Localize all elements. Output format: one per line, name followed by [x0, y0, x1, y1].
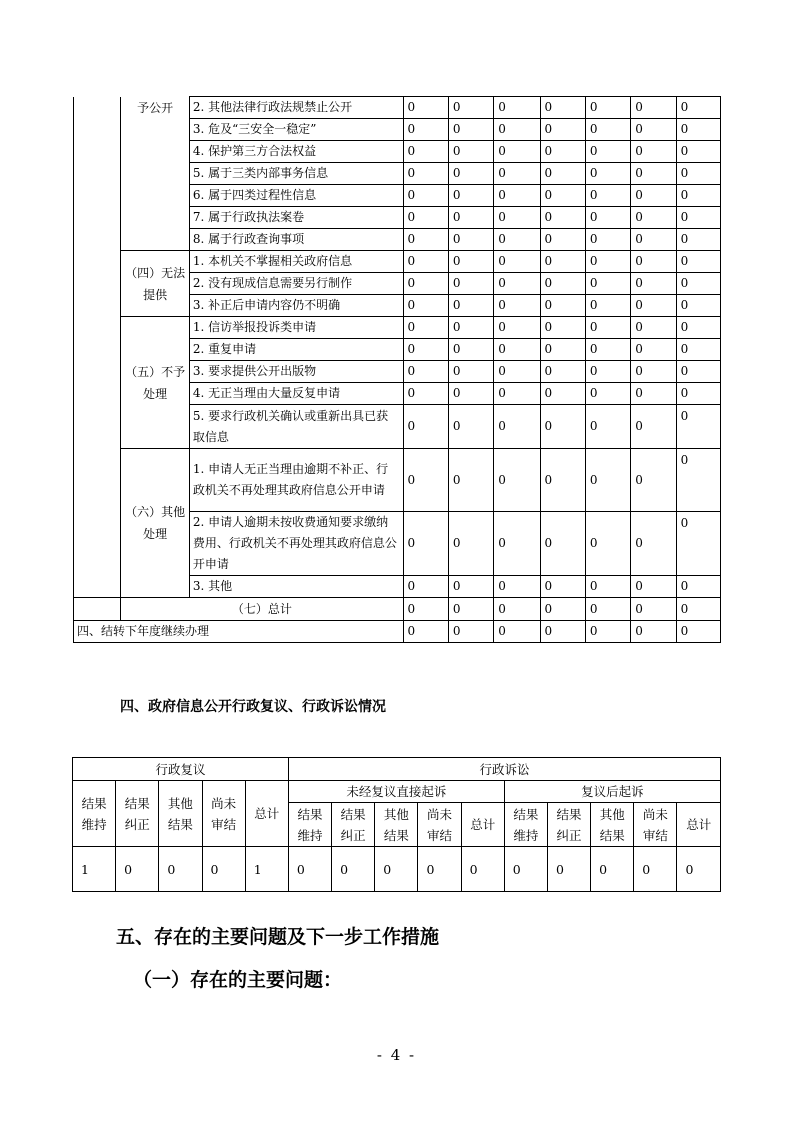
value-cell: 0: [448, 405, 493, 449]
value-cell: 0: [403, 273, 448, 295]
item-label: 5. 属于三类内部事务信息: [189, 163, 403, 185]
item-label: 6. 属于四类过程性信息: [189, 185, 403, 207]
value-cell: 0: [676, 405, 720, 449]
value-cell: 0: [631, 621, 676, 643]
value-cell: 0: [585, 251, 630, 273]
value-cell: 0: [631, 598, 676, 621]
value-cell: 0: [494, 185, 540, 207]
value-cell: 0: [631, 317, 676, 339]
value-cell: 0: [585, 449, 630, 512]
value-cell: 0: [676, 185, 720, 207]
value-cell: 0: [676, 383, 720, 405]
item-label: 5. 要求行政机关确认或重新出具已获取信息: [189, 405, 403, 449]
direct-col-label: 尚未审结: [418, 803, 461, 847]
after-value: 0: [591, 847, 634, 892]
direct-col-label: 其他结果: [375, 803, 418, 847]
value-cell: 0: [448, 361, 493, 383]
value-cell: 0: [540, 295, 585, 317]
value-cell: 0: [448, 185, 493, 207]
after-review-suit-header: 复议后起诉: [504, 781, 720, 803]
item-label: 8. 属于行政查询事项: [189, 229, 403, 251]
after-col-label: 尚未审结: [634, 803, 677, 847]
value-cell: 0: [540, 449, 585, 512]
value-cell: 0: [494, 229, 540, 251]
value-cell: 0: [448, 295, 493, 317]
value-cell: 0: [676, 295, 720, 317]
value-cell: 0: [403, 512, 448, 576]
value-cell: 0: [403, 598, 448, 621]
value-cell: 0: [540, 317, 585, 339]
value-cell: 0: [494, 339, 540, 361]
value-cell: 0: [631, 273, 676, 295]
value-cell: 0: [494, 405, 540, 449]
value-cell: 0: [540, 119, 585, 141]
value-cell: 0: [540, 512, 585, 576]
value-cell: 0: [585, 163, 630, 185]
value-cell: 0: [494, 576, 540, 598]
value-cell: 0: [585, 576, 630, 598]
value-cell: 0: [494, 273, 540, 295]
direct-col-label: 总计: [461, 803, 504, 847]
value-cell: 0: [448, 141, 493, 163]
value-cell: 0: [631, 141, 676, 163]
value-cell: 0: [676, 449, 720, 512]
value-cell: 0: [494, 295, 540, 317]
value-cell: 0: [676, 576, 720, 598]
item-label: 2. 重复申请: [189, 339, 403, 361]
review-value: 0: [116, 847, 159, 892]
direct-value: 0: [461, 847, 504, 892]
value-cell: 0: [585, 512, 630, 576]
after-value: 0: [634, 847, 677, 892]
value-cell: 0: [631, 251, 676, 273]
value-cell: 0: [448, 339, 493, 361]
value-cell: 0: [448, 163, 493, 185]
value-cell: 0: [494, 449, 540, 512]
value-cell: 0: [585, 97, 630, 119]
value-cell: 0: [494, 97, 540, 119]
value-cell: 0: [448, 119, 493, 141]
value-cell: 0: [631, 405, 676, 449]
value-cell: 0: [448, 576, 493, 598]
value-cell: 0: [585, 405, 630, 449]
carry-over-label: 四、结转下年度继续办理: [74, 621, 404, 643]
value-cell: 0: [540, 185, 585, 207]
after-value: 0: [677, 847, 721, 892]
value-cell: 0: [676, 273, 720, 295]
review-header: 行政复议: [73, 758, 289, 781]
value-cell: 0: [585, 141, 630, 163]
value-cell: 0: [585, 598, 630, 621]
review-col-label: 总计: [245, 781, 288, 847]
value-cell: 0: [585, 317, 630, 339]
value-cell: 0: [540, 163, 585, 185]
value-cell: 0: [585, 207, 630, 229]
value-cell: 0: [448, 383, 493, 405]
table-row: [74, 449, 721, 512]
direct-col-label: 结果维持: [288, 803, 331, 847]
item-label: 1. 本机关不掌握相关政府信息: [189, 251, 403, 273]
value-cell: 0: [676, 339, 720, 361]
value-cell: 0: [403, 576, 448, 598]
value-cell: 0: [676, 141, 720, 163]
value-cell: 0: [631, 207, 676, 229]
value-cell: 0: [631, 119, 676, 141]
value-cell: 0: [585, 383, 630, 405]
value-cell: 0: [676, 361, 720, 383]
value-cell: 0: [540, 383, 585, 405]
value-cell: 0: [676, 251, 720, 273]
value-cell: 0: [585, 339, 630, 361]
item-label: 1. 信访举报投诉类申请: [189, 317, 403, 339]
after-col-label: 总计: [677, 803, 721, 847]
value-cell: 0: [403, 97, 448, 119]
direct-value: 0: [332, 847, 375, 892]
value-cell: 0: [540, 621, 585, 643]
value-cell: 0: [676, 163, 720, 185]
value-cell: 0: [585, 185, 630, 207]
blank-cell: [74, 97, 121, 598]
direct-col-label: 结果纠正: [332, 803, 375, 847]
direct-suit-header: 未经复议直接起诉: [288, 781, 504, 803]
value-cell: 0: [448, 317, 493, 339]
review-litigation-table: [72, 757, 721, 892]
litigation-header: 行政诉讼: [288, 758, 720, 781]
disposition-table: [73, 96, 721, 643]
value-cell: 0: [403, 361, 448, 383]
value-cell: 0: [494, 383, 540, 405]
value-cell: 0: [676, 119, 720, 141]
value-cell: 0: [448, 512, 493, 576]
item-label: 2. 申请人逾期未按收费通知要求缴纳费用、行政机关不再处理其政府信息公开申请: [189, 512, 403, 576]
blank-cell: [74, 598, 121, 621]
review-value: 0: [159, 847, 202, 892]
review-col-label: 其他结果: [159, 781, 202, 847]
value-cell: 0: [585, 229, 630, 251]
value-cell: 0: [494, 317, 540, 339]
table-row: [74, 317, 721, 339]
review-col-label: 结果维持: [73, 781, 116, 847]
value-cell: 0: [403, 317, 448, 339]
item-label: 1. 申请人无正当理由逾期不补正、行政机关不再处理其政府信息公开申请: [189, 449, 403, 512]
value-cell: 0: [585, 361, 630, 383]
item-label: 7. 属于行政执法案卷: [189, 207, 403, 229]
total-label: （七）总计: [121, 598, 403, 621]
review-col-label: 尚未审结: [202, 781, 245, 847]
value-cell: 0: [631, 449, 676, 512]
value-cell: 0: [676, 97, 720, 119]
total-row: [74, 598, 721, 621]
value-cell: 0: [540, 251, 585, 273]
after-col-label: 结果纠正: [547, 803, 590, 847]
value-cell: 0: [585, 621, 630, 643]
section-5-title: 五、存在的主要问题及下一步工作措施: [116, 926, 440, 948]
value-cell: 0: [631, 383, 676, 405]
value-cell: 0: [631, 512, 676, 576]
review-value: 0: [202, 847, 245, 892]
value-cell: 0: [494, 141, 540, 163]
item-label: 3. 要求提供公开出版物: [189, 361, 403, 383]
value-cell: 0: [631, 229, 676, 251]
item-label: 3. 补正后申请内容仍不明确: [189, 295, 403, 317]
value-cell: 0: [448, 449, 493, 512]
value-cell: 0: [540, 207, 585, 229]
section-5-subtitle: （一）存在的主要问题：: [133, 969, 343, 991]
value-cell: 0: [448, 621, 493, 643]
direct-value: 0: [418, 847, 461, 892]
table-row: [74, 97, 721, 119]
item-label: 4. 无正当理由大量反复申请: [189, 383, 403, 405]
category-label: （六）其他处理: [121, 449, 190, 598]
value-cell: 0: [585, 273, 630, 295]
value-cell: 0: [448, 207, 493, 229]
value-cell: 0: [403, 185, 448, 207]
direct-value: 0: [288, 847, 331, 892]
value-cell: 0: [448, 598, 493, 621]
value-cell: 0: [631, 185, 676, 207]
after-col-label: 结果维持: [504, 803, 547, 847]
value-cell: 0: [403, 141, 448, 163]
value-cell: 0: [403, 405, 448, 449]
value-cell: 0: [540, 273, 585, 295]
value-cell: 0: [448, 229, 493, 251]
value-cell: 0: [631, 295, 676, 317]
value-cell: 0: [676, 207, 720, 229]
category-label: 予公开: [121, 97, 190, 251]
value-cell: 0: [494, 512, 540, 576]
value-cell: 0: [585, 295, 630, 317]
value-cell: 0: [631, 339, 676, 361]
item-label: 4. 保护第三方合法权益: [189, 141, 403, 163]
value-cell: 0: [540, 405, 585, 449]
value-cell: 0: [448, 251, 493, 273]
value-cell: 0: [494, 207, 540, 229]
category-label: （五）不予处理: [121, 317, 190, 449]
value-cell: 0: [631, 97, 676, 119]
value-cell: 0: [540, 361, 585, 383]
value-cell: 0: [494, 163, 540, 185]
page-number: - 4 -: [376, 1046, 417, 1064]
value-cell: 0: [676, 229, 720, 251]
section-4-title: 四、政府信息公开行政复议、行政诉讼情况: [120, 699, 386, 715]
value-cell: 0: [448, 97, 493, 119]
value-cell: 0: [585, 119, 630, 141]
item-label: 3. 其他: [189, 576, 403, 598]
value-cell: 0: [631, 163, 676, 185]
value-cell: 0: [403, 295, 448, 317]
value-cell: 0: [631, 361, 676, 383]
value-cell: 0: [494, 361, 540, 383]
after-value: 0: [547, 847, 590, 892]
item-label: 2. 没有现成信息需要另行制作: [189, 273, 403, 295]
value-cell: 0: [403, 621, 448, 643]
value-cell: 0: [403, 383, 448, 405]
value-cell: 0: [676, 598, 720, 621]
value-cell: 0: [403, 119, 448, 141]
value-cell: 0: [403, 339, 448, 361]
value-cell: 0: [540, 339, 585, 361]
direct-value: 0: [375, 847, 418, 892]
value-cell: 0: [494, 251, 540, 273]
value-cell: 0: [494, 621, 540, 643]
value-cell: 0: [631, 576, 676, 598]
after-col-label: 其他结果: [591, 803, 634, 847]
table-row: [74, 251, 721, 273]
review-value: 1: [73, 847, 116, 892]
value-cell: 0: [676, 621, 720, 643]
value-cell: 0: [494, 119, 540, 141]
value-cell: 0: [403, 207, 448, 229]
value-cell: 0: [448, 273, 493, 295]
category-label: （四）无法提供: [121, 251, 190, 317]
value-cell: 0: [676, 512, 720, 576]
value-cell: 0: [494, 598, 540, 621]
value-cell: 0: [676, 317, 720, 339]
after-value: 0: [504, 847, 547, 892]
value-cell: 0: [540, 97, 585, 119]
item-label: 2. 其他法律行政法规禁止公开: [189, 97, 403, 119]
review-value: 1: [245, 847, 288, 892]
value-cell: 0: [403, 229, 448, 251]
review-col-label: 结果纠正: [116, 781, 159, 847]
value-cell: 0: [403, 449, 448, 512]
value-cell: 0: [540, 598, 585, 621]
item-label: 3. 危及“三安全一稳定”: [189, 119, 403, 141]
value-cell: 0: [540, 141, 585, 163]
value-cell: 0: [403, 251, 448, 273]
value-cell: 0: [403, 163, 448, 185]
value-cell: 0: [540, 229, 585, 251]
carry-over-row: [74, 621, 721, 643]
value-cell: 0: [540, 576, 585, 598]
